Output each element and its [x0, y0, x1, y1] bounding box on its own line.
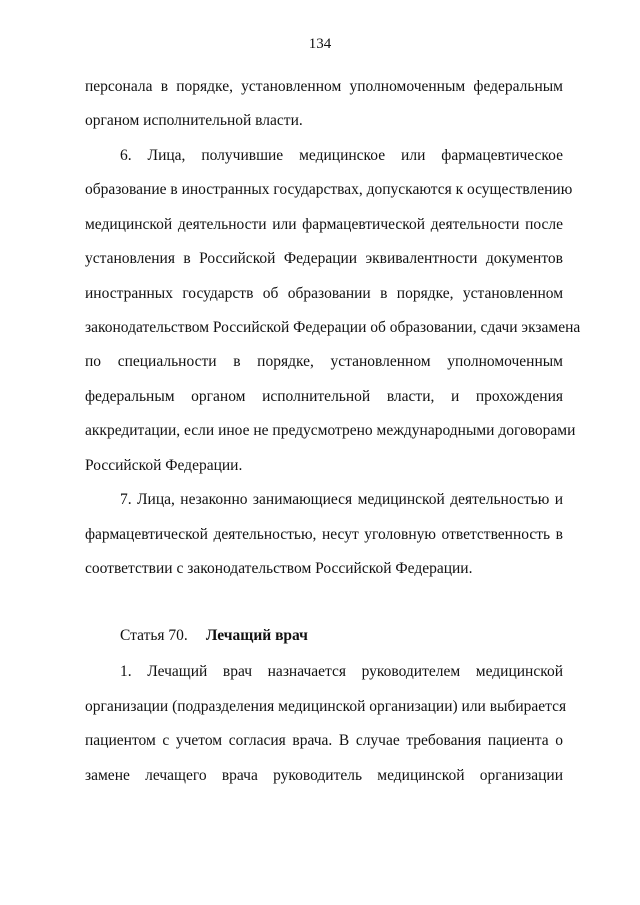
text-line: органом исполнительной власти. — [85, 112, 303, 129]
article-title: Лечащий врач — [205, 627, 308, 644]
text-line: 1. Лечащий врач назначается руководителем медицинской — [120, 663, 563, 680]
text-line: образование в иностранных государствах, допускаются к осуществлению — [85, 181, 573, 198]
article-heading — [120, 626, 308, 646]
text-line: федеральным органом исполнительной власти, и прохождения — [85, 388, 563, 405]
article-number: Статья 70. — [120, 627, 188, 644]
page-number: 134 — [308, 36, 332, 52]
text-line: установления в Российской Федерации эквивалентности документов — [85, 250, 563, 267]
text-line: Российской Федерации. — [85, 457, 243, 474]
text-line: организации (подразделения медицинской организации) или выбирается — [85, 698, 567, 715]
text-line: замене лечащего врача руководитель медицинской организации — [85, 767, 563, 784]
text-line: соответствии с законодательством Российской Федерации. — [85, 560, 473, 577]
text-line: 6. Лица, получившие медицинское или фармацевтическое — [120, 147, 563, 164]
text-line: персонала в порядке, установленном уполномоченным федеральным — [85, 78, 563, 95]
text-line: фармацевтической деятельностью, несут уголовную ответственность в — [85, 526, 563, 543]
text-line: 7. Лица, незаконно занимающиеся медицинской деятельностью и — [120, 491, 563, 508]
text-line: пациентом с учетом согласия врача. В случае требования пациента о — [85, 732, 563, 749]
text-line: медицинской деятельности или фармацевтической деятельности после — [85, 216, 563, 233]
text-line: законодательством Российской Федерации об образовании, сдачи экзамена — [85, 319, 581, 336]
text-line: по специальности в порядке, установленном уполномоченным — [85, 353, 563, 370]
text-line: аккредитации, если иное не предусмотрено международными договорами — [85, 422, 576, 439]
text-line: иностранных государств об образовании в порядке, установленном — [85, 285, 563, 302]
